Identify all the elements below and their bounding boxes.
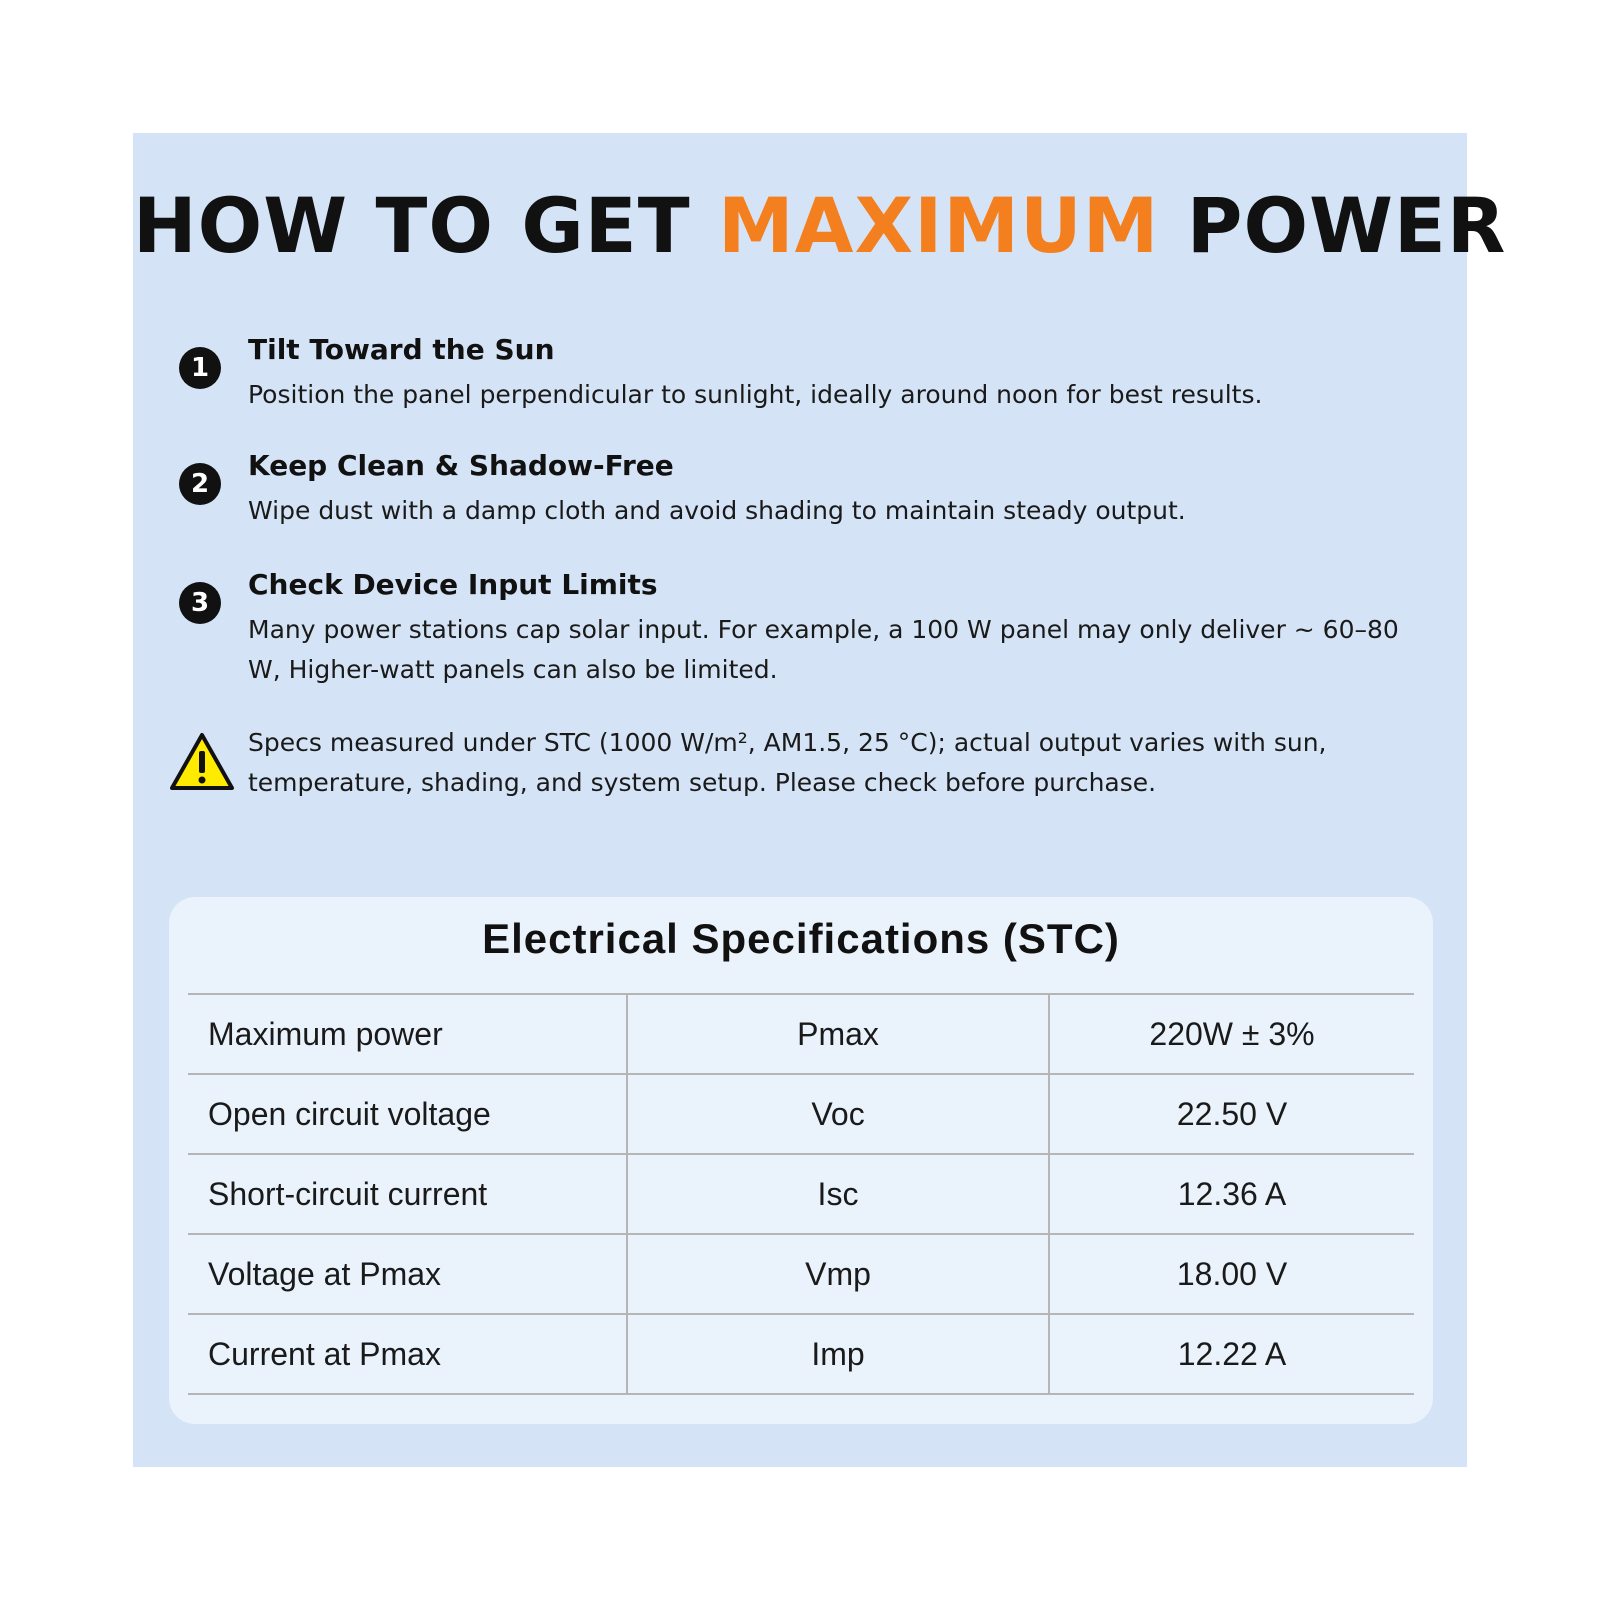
spec-value: 22.50 V (1049, 1074, 1414, 1154)
table-row (188, 994, 1414, 1074)
warning-triangle-icon (169, 731, 235, 791)
spec-name: Voltage at Pmax (188, 1234, 627, 1314)
spec-symbol: Imp (627, 1314, 1049, 1394)
spec-name: Current at Pmax (188, 1314, 627, 1394)
spec-symbol: Pmax (627, 994, 1049, 1074)
number-1-icon: 1 (179, 347, 221, 389)
number-3-icon: 3 (179, 582, 221, 624)
tip-title: Keep Clean & Shadow-Free (248, 449, 674, 482)
spec-card (169, 897, 1433, 1424)
spec-value: 12.22 A (1049, 1314, 1414, 1394)
spec-name: Maximum power (188, 994, 627, 1074)
tip-body: Many power stations cap solar input. For example, a 100 W panel may only deliver ~ 60–80 W, Higher-watt panels can also be limited. (248, 615, 1399, 684)
table-row (188, 1074, 1414, 1154)
page-title (133, 181, 1507, 270)
spec-symbol: Vmp (627, 1234, 1049, 1314)
table-row (188, 1314, 1414, 1394)
tip-title: Tilt Toward the Sun (248, 333, 555, 366)
number-2-icon: 2 (179, 463, 221, 505)
spec-title: Electrical Specifications (STC) (482, 915, 1120, 962)
spec-symbol: Voc (627, 1074, 1049, 1154)
spec-table (188, 993, 1414, 1395)
table-row (188, 1154, 1414, 1234)
spec-value: 18.00 V (1049, 1234, 1414, 1314)
spec-name: Short-circuit current (188, 1154, 627, 1234)
tip-body: Wipe dust with a damp cloth and avoid shading to maintain steady output. (248, 496, 1186, 525)
disclaimer-text: Specs measured under STC (1000 W/m², AM1.5, 25 °C); actual output varies with sun, temperature, shading, and system setup. Please check before purchase. (248, 728, 1327, 797)
tip-body: Position the panel perpendicular to sunlight, ideally around noon for best results. (248, 380, 1263, 409)
table-row (188, 1234, 1414, 1314)
spec-symbol: Isc (627, 1154, 1049, 1234)
spec-value: 220W ± 3% (1049, 994, 1414, 1074)
spec-name: Open circuit voltage (188, 1074, 627, 1154)
spec-value: 12.36 A (1049, 1154, 1414, 1234)
title-part-1: HOW TO GET (133, 181, 691, 270)
title-part-2: POWER (1186, 181, 1507, 270)
info-panel (133, 133, 1507, 1467)
tip-title: Check Device Input Limits (248, 568, 658, 601)
title-accent: MAXIMUM (718, 181, 1160, 270)
